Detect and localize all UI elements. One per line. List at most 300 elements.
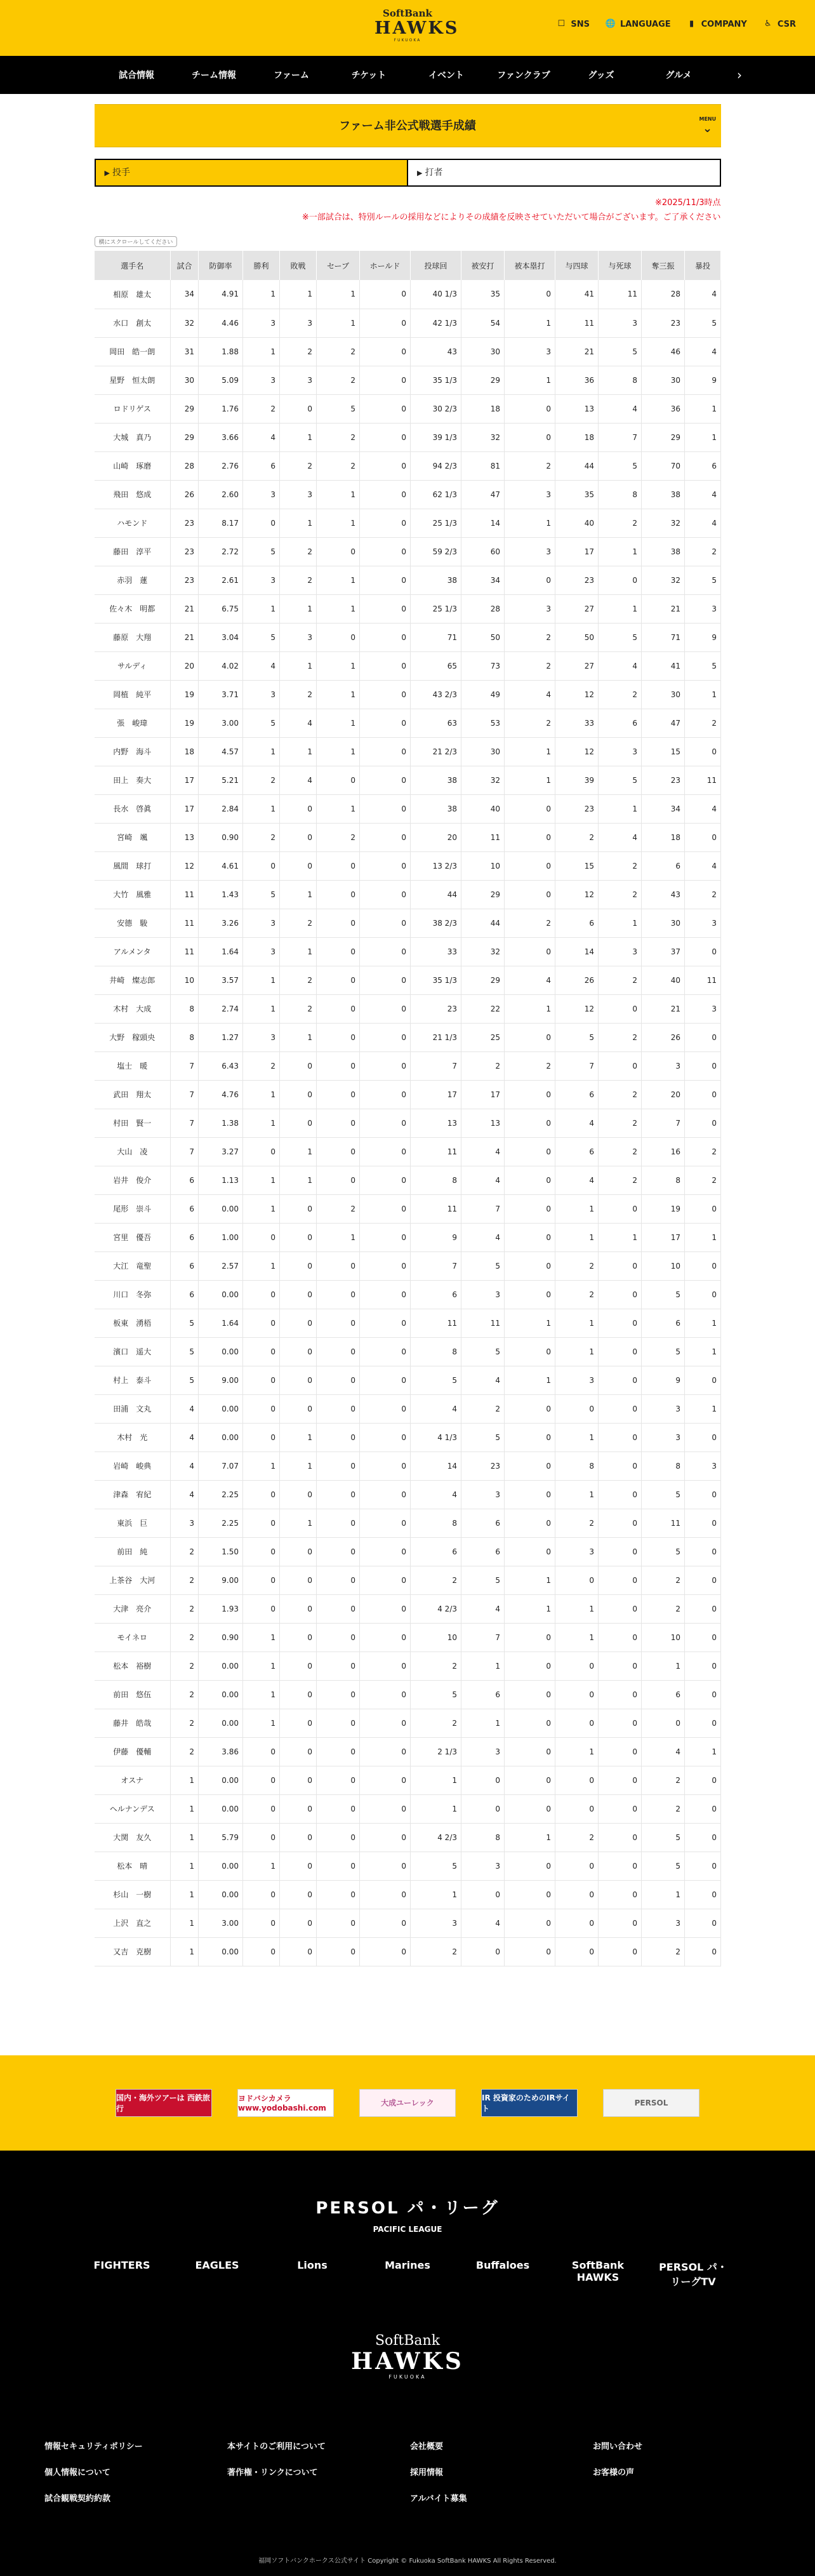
stat-cell: 0 <box>360 1337 411 1366</box>
sns-icon: ☐ <box>557 19 566 29</box>
header-link-company[interactable] <box>686 19 747 29</box>
stat-cell: 15 <box>555 851 599 880</box>
stat-cell: 13 <box>555 394 599 423</box>
stat-cell: 2 <box>461 1394 505 1423</box>
stat-cell: 0 <box>360 509 411 537</box>
stat-cell: 0 <box>685 1852 721 1880</box>
stat-cell: 6 <box>461 1680 505 1709</box>
stat-cell: 0 <box>360 366 411 394</box>
stat-cell: 1 <box>505 737 555 766</box>
tab-batter[interactable] <box>408 159 721 187</box>
stat-cell: 38 <box>642 537 685 566</box>
stat-cell: 1 <box>280 651 317 680</box>
stat-cell: 0 <box>599 1051 642 1080</box>
stat-cell: 3 <box>685 909 721 937</box>
stat-cell: 0 <box>360 1080 411 1109</box>
table-row <box>95 1109 721 1137</box>
stat-cell: 71 <box>642 623 685 651</box>
stat-cell: 6 <box>171 1194 199 1223</box>
stat-cell: 4 <box>461 1166 505 1194</box>
stat-cell: 3 <box>243 480 280 509</box>
stat-cell: 44 <box>411 880 461 909</box>
stat-cell: 34 <box>461 566 505 594</box>
team-logo-eagles[interactable]: EAGLES <box>195 2259 239 2271</box>
stat-cell: 16 <box>642 1137 685 1166</box>
player-name: 伊藤 優輔 <box>113 1747 152 1756</box>
stat-cell: 5 <box>642 1852 685 1880</box>
nav-item-fanclub[interactable]: ファンクラブ <box>497 70 550 81</box>
stat-cell: 6 <box>461 1509 505 1537</box>
stat-cell: 6 <box>461 1537 505 1566</box>
stat-cell: 0 <box>280 1223 317 1251</box>
stat-cell: 1 <box>171 1909 199 1937</box>
stat-cell: 0 <box>280 1366 317 1394</box>
stat-cell: 5 <box>461 1566 505 1594</box>
stat-cell: 0.00 <box>199 1194 243 1223</box>
table-row <box>95 1080 721 1109</box>
chevron-right-icon[interactable]: › <box>737 67 742 83</box>
stat-cell: 32 <box>461 766 505 794</box>
player-name: オスナ <box>121 1776 144 1785</box>
player-name: 松本 晴 <box>117 1862 148 1871</box>
stat-cell: 0 <box>243 1509 280 1537</box>
stat-cell: 31 <box>171 337 199 366</box>
tab-label: 投手 <box>112 168 130 178</box>
stat-cell: 1 <box>243 280 280 309</box>
stat-cell: 11 <box>555 309 599 337</box>
stat-cell: 0 <box>360 1280 411 1309</box>
stat-cell: 0 <box>280 1051 317 1080</box>
stat-cell: 3 <box>505 337 555 366</box>
player-name-cell <box>95 623 171 651</box>
table-row <box>95 737 721 766</box>
player-name: 上茶谷 大河 <box>109 1576 156 1585</box>
stat-cell: 2.25 <box>199 1480 243 1509</box>
footer-link-recruit[interactable]: 採用情報 <box>410 2467 444 2478</box>
stat-cell: 5 <box>642 1537 685 1566</box>
hawks-logo[interactable] <box>374 8 460 48</box>
stat-cell: 2 <box>317 337 360 366</box>
stat-cell: 0 <box>317 1509 360 1537</box>
stat-cell: 0 <box>599 1509 642 1537</box>
stat-cell: 2 <box>280 537 317 566</box>
stat-cell: 38 2/3 <box>411 909 461 937</box>
stat-cell: 2 <box>599 509 642 537</box>
stat-cell: 0 <box>360 480 411 509</box>
stat-cell: 0 <box>599 1537 642 1566</box>
stat-cell: 0 <box>317 1852 360 1880</box>
stat-cell: 2 <box>599 1023 642 1051</box>
stat-cell: 0 <box>505 1337 555 1366</box>
player-name: 大津 亮介 <box>113 1605 152 1613</box>
stat-cell: 0 <box>317 537 360 566</box>
player-name: 川口 冬弥 <box>113 1290 152 1299</box>
footer-link-company[interactable]: 会社概要 <box>410 2441 444 2452</box>
table-row <box>95 1337 721 1366</box>
stat-cell: 0 <box>317 966 360 994</box>
player-name-cell <box>95 1366 171 1394</box>
player-name: 佐々木 明都 <box>109 604 156 613</box>
stat-cell: 21 2/3 <box>411 737 461 766</box>
stat-cell: 3.57 <box>199 966 243 994</box>
stat-cell: 26 <box>555 966 599 994</box>
stat-cell: 8 <box>171 1023 199 1051</box>
team-logo-pacific-tv[interactable]: PERSOL パ・リーグTV <box>659 2260 727 2288</box>
rule-note: ※一部試合は、特別ルールの採用などによりその成績を反映させていただいて場合がございます。ご了承ください <box>301 213 721 222</box>
player-name-cell <box>95 1137 171 1166</box>
stat-cell: 18 <box>461 394 505 423</box>
stat-cell: 0 <box>685 1251 721 1280</box>
stat-cell: 42 1/3 <box>411 309 461 337</box>
stat-cell: 5.09 <box>199 366 243 394</box>
stat-cell: 0 <box>685 1080 721 1109</box>
stat-cell: 7 <box>411 1251 461 1280</box>
stat-cell: 11 <box>411 1137 461 1166</box>
pitcher-stats-table <box>95 251 722 1966</box>
stat-cell: 0 <box>317 994 360 1023</box>
stat-cell: 44 <box>461 909 505 937</box>
footer-logo-top: SoftBank <box>374 2332 441 2349</box>
player-name: ヘルナンデス <box>109 1805 155 1813</box>
stat-cell: 2 <box>685 709 721 737</box>
stat-cell: 6 <box>171 1280 199 1309</box>
table-row <box>95 1509 721 1537</box>
stat-cell: 25 <box>461 1023 505 1051</box>
stat-cell: 3 <box>599 937 642 966</box>
stat-cell: 0 <box>599 1680 642 1709</box>
stat-cell: 4 <box>555 1109 599 1137</box>
stat-cell: 65 <box>411 651 461 680</box>
stat-cell: 0 <box>599 1423 642 1452</box>
footer-link-copyright[interactable]: 著作権・リンクについて <box>227 2467 318 2478</box>
team-logo-marines[interactable]: Marines <box>385 2259 430 2271</box>
table-row <box>95 1251 721 1280</box>
stat-cell: 30 <box>642 680 685 709</box>
stat-cell: 0 <box>360 1680 411 1709</box>
header-link-csr[interactable] <box>762 19 796 29</box>
stat-cell: 2 <box>685 1166 721 1194</box>
footer-link-contract[interactable]: 試合観戦契約約款 <box>44 2493 111 2504</box>
stat-cell: 3 <box>642 1909 685 1937</box>
stat-cell: 0 <box>505 823 555 851</box>
stat-cell: 6 <box>555 909 599 937</box>
stat-cell: 0 <box>317 1652 360 1680</box>
nav-item-farm[interactable]: ファーム <box>274 70 309 81</box>
stat-cell: 2 <box>599 880 642 909</box>
stat-cell: 0 <box>360 1452 411 1480</box>
stat-cell: 5 <box>599 623 642 651</box>
stat-cell: 0 <box>317 1280 360 1309</box>
stat-cell: 6 <box>411 1280 461 1309</box>
stat-cell: 0 <box>360 737 411 766</box>
footer-hawks-logo[interactable] <box>0 2333 815 2380</box>
footer-logo-sub: FUKUOKA <box>388 2373 427 2380</box>
player-name-cell <box>95 537 171 566</box>
stat-cell: 29 <box>171 423 199 451</box>
stat-cell: 3 <box>280 480 317 509</box>
stat-cell: 0 <box>280 1680 317 1709</box>
table-row <box>95 1909 721 1937</box>
stat-cell: 21 <box>642 594 685 623</box>
stat-cell: 1 <box>317 309 360 337</box>
stat-cell: 1.93 <box>199 1594 243 1623</box>
header-link-label: COMPANY <box>701 19 747 29</box>
stat-cell: 1 <box>171 1937 199 1966</box>
stat-cell: 0 <box>599 566 642 594</box>
stat-cell: 7 <box>555 1051 599 1080</box>
sponsor-yodobashi-camera[interactable]: ヨドバシカメラ www.yodobashi.com <box>237 2089 334 2117</box>
stat-cell: 94 2/3 <box>411 451 461 480</box>
stat-cell: 2.61 <box>199 566 243 594</box>
table-row <box>95 1194 721 1223</box>
stat-cell: 1 <box>280 509 317 537</box>
stat-cell: 0 <box>555 1880 599 1909</box>
table-row <box>95 909 721 937</box>
nav-item-games[interactable]: 試合情報 <box>119 70 154 81</box>
stat-cell: 17 <box>171 794 199 823</box>
stat-cell: 0 <box>360 909 411 937</box>
stat-cell: 0 <box>505 1109 555 1137</box>
stat-cell: 6 <box>642 1309 685 1337</box>
stat-cell: 0 <box>505 566 555 594</box>
stat-cell: 6 <box>555 1137 599 1166</box>
sponsor-taisei-yurekku[interactable]: 大成ユーレック <box>359 2089 456 2117</box>
tab-pitcher[interactable] <box>95 159 409 187</box>
player-name: 岩崎 峻典 <box>113 1462 152 1471</box>
footer-link-privacy[interactable]: 個人情報について <box>44 2467 110 2478</box>
stat-cell: 2 <box>171 1594 199 1623</box>
stat-cell: 7 <box>171 1109 199 1137</box>
stat-cell: 1 <box>411 1794 461 1823</box>
stat-cell: 0 <box>243 1423 280 1452</box>
stat-cell: 2 <box>171 1680 199 1709</box>
stat-cell: 2 <box>171 1566 199 1594</box>
stat-cell: 0 <box>685 1709 721 1737</box>
stat-cell: 0 <box>360 851 411 880</box>
stat-cell: 2.25 <box>199 1509 243 1537</box>
stat-cell: 0.00 <box>199 1652 243 1680</box>
player-name: 山崎 琢磨 <box>113 462 152 470</box>
player-name-cell <box>95 594 171 623</box>
stat-cell: 41 <box>642 651 685 680</box>
stat-cell: 1 <box>243 1709 280 1737</box>
sponsor-nishitetsu-travel[interactable]: 国内・海外ツアーは 西鉄旅行 <box>116 2089 212 2117</box>
stat-cell: 27 <box>555 594 599 623</box>
stat-cell: 0 <box>505 1137 555 1166</box>
stat-cell: 81 <box>461 451 505 480</box>
stat-cell: 1 <box>505 1823 555 1852</box>
team-logo-buffaloes[interactable]: Buffaloes <box>475 2259 530 2271</box>
stat-cell: 0 <box>317 1909 360 1937</box>
team-logo-lions[interactable]: Lions <box>297 2259 328 2271</box>
stat-cell: 23 <box>461 1452 505 1480</box>
player-name-cell <box>95 851 171 880</box>
stat-cell: 2.74 <box>199 994 243 1023</box>
stat-cell: 0 <box>505 280 555 309</box>
table-row <box>95 594 721 623</box>
stat-cell: 0 <box>360 709 411 737</box>
stat-cell: 0 <box>461 1766 505 1794</box>
stat-cell: 21 <box>171 623 199 651</box>
stat-cell: 1 <box>599 794 642 823</box>
stat-cell: 0 <box>599 1794 642 1823</box>
stat-cell: 6 <box>171 1223 199 1251</box>
player-name-cell <box>95 709 171 737</box>
stat-cell: 20 <box>411 823 461 851</box>
stat-cell: 4 <box>461 1366 505 1394</box>
stat-cell: 35 <box>555 480 599 509</box>
stat-cell: 0 <box>360 1794 411 1823</box>
stat-cell: 2 <box>171 1537 199 1566</box>
player-name-cell <box>95 1423 171 1452</box>
stat-cell: 0 <box>505 1194 555 1223</box>
stat-cell: 0 <box>360 1480 411 1509</box>
stat-cell: 1 <box>243 994 280 1023</box>
header-link-label: LANGUAGE <box>620 19 671 29</box>
stat-cell: 3 <box>505 480 555 509</box>
persol-pacific-league-logo[interactable]: PERSOL パ・リーグ <box>315 2198 500 2218</box>
footer-link-contact[interactable]: お問い合わせ <box>593 2441 643 2452</box>
nav-item-team[interactable]: チーム情報 <box>192 70 236 81</box>
global-nav <box>0 56 815 94</box>
stat-cell: 40 <box>461 794 505 823</box>
stat-cell: 32 <box>461 937 505 966</box>
stat-cell: 0 <box>280 1194 317 1223</box>
header-link-sns[interactable] <box>555 19 590 29</box>
footer-link-parttime[interactable]: アルバイト募集 <box>410 2493 467 2504</box>
table-row <box>95 1280 721 1309</box>
stat-cell: 0 <box>599 1251 642 1280</box>
table-row <box>95 480 721 509</box>
team-logo-fighters[interactable]: FIGHTERS <box>93 2259 150 2271</box>
column-header: ホールド <box>360 251 411 280</box>
stat-cell: 0 <box>505 851 555 880</box>
stat-cell: 1 <box>243 337 280 366</box>
main-content <box>95 104 721 1992</box>
stat-cell: 9 <box>411 1223 461 1251</box>
table-row <box>95 1594 721 1623</box>
stat-cell: 4 <box>171 1394 199 1423</box>
footer-link-terms[interactable]: 本サイトのご利用について <box>227 2441 326 2452</box>
stat-cell: 32 <box>461 423 505 451</box>
stat-cell: 1 <box>171 1852 199 1880</box>
stat-cell: 1 <box>280 880 317 909</box>
stat-cell: 30 <box>642 909 685 937</box>
player-name: 津森 宥紀 <box>113 1490 152 1499</box>
player-name: 内野 海斗 <box>113 747 152 756</box>
stat-cell: 0 <box>243 1909 280 1937</box>
nav-item-goods[interactable]: グッズ <box>588 70 614 81</box>
stat-cell: 0 <box>317 1166 360 1194</box>
stat-cell: 0 <box>599 1280 642 1309</box>
stat-cell: 36 <box>555 366 599 394</box>
stat-cell: 5 <box>171 1366 199 1394</box>
stat-cell: 0 <box>243 1737 280 1766</box>
stat-cell: 4 <box>599 394 642 423</box>
team-logo-hawks[interactable]: SoftBank HAWKS <box>571 2259 625 2283</box>
stat-cell: 1 <box>280 1423 317 1452</box>
stat-cell: 29 <box>461 966 505 994</box>
table-row <box>95 823 721 851</box>
stat-cell: 2 <box>685 537 721 566</box>
stat-cell: 11 <box>461 1309 505 1337</box>
stat-cell: 0 <box>505 1680 555 1709</box>
stat-cell: 0 <box>360 1509 411 1537</box>
stat-cell: 4 <box>685 851 721 880</box>
sponsor-persol[interactable]: PERSOL <box>603 2089 699 2117</box>
stat-cell: 1 <box>243 1623 280 1652</box>
nav-item-gourmet[interactable]: グルメ <box>665 70 692 81</box>
table-row <box>95 1023 721 1051</box>
stat-cell: 23 <box>555 566 599 594</box>
nav-item-tickets[interactable]: チケット <box>351 70 387 81</box>
menu-button[interactable] <box>699 116 716 135</box>
stat-cell: 1 <box>317 566 360 594</box>
stat-cell: 34 <box>171 280 199 309</box>
stat-cell: 4 <box>280 709 317 737</box>
stat-cell: 5 <box>685 651 721 680</box>
stat-cell: 0 <box>505 1652 555 1680</box>
footer-link-security[interactable]: 情報セキュリティポリシー <box>44 2441 143 2452</box>
stat-cell: 0 <box>243 1223 280 1251</box>
stat-cell: 3 <box>461 1737 505 1766</box>
stat-cell: 29 <box>461 880 505 909</box>
stat-cell: 0 <box>461 1937 505 1966</box>
stat-cell: 0 <box>243 1880 280 1909</box>
stat-cell: 0 <box>360 537 411 566</box>
table-row <box>95 966 721 994</box>
sponsor-ir-site[interactable]: IR 投資家のためのIRサイト <box>481 2089 578 2117</box>
stat-cell: 41 <box>555 280 599 309</box>
nav-item-events[interactable]: イベント <box>428 70 464 81</box>
stat-cell: 8 <box>599 366 642 394</box>
stat-cell: 0 <box>317 1394 360 1423</box>
player-name: 飛田 悠成 <box>113 490 152 499</box>
stat-cell: 1 <box>555 1594 599 1623</box>
player-name-cell <box>95 1737 171 1766</box>
stat-cell: 0 <box>360 1109 411 1137</box>
stat-cell: 0 <box>360 1880 411 1909</box>
stat-cell: 30 <box>171 366 199 394</box>
stat-cell: 0.00 <box>199 1852 243 1880</box>
stat-cell: 2 <box>505 451 555 480</box>
stat-cell: 1 <box>599 537 642 566</box>
player-name-cell <box>95 1709 171 1737</box>
player-name-cell <box>95 1509 171 1537</box>
column-header: 勝利 <box>243 251 280 280</box>
footer-link-voice[interactable]: お客様の声 <box>593 2467 635 2478</box>
header-link-language[interactable] <box>605 19 671 29</box>
stat-cell: 2 <box>599 966 642 994</box>
stat-cell: 0 <box>505 1509 555 1537</box>
stat-cell: 3 <box>685 994 721 1023</box>
stat-cell: 35 1/3 <box>411 966 461 994</box>
stat-cell: 1 <box>243 1194 280 1223</box>
stat-cell: 3 <box>505 537 555 566</box>
stat-cell: 10 <box>642 1623 685 1652</box>
stat-cell: 3 <box>280 309 317 337</box>
stat-cell: 23 <box>171 537 199 566</box>
player-name: 安德 駿 <box>117 919 148 928</box>
stat-cell: 6 <box>171 1251 199 1280</box>
stat-cell: 0 <box>243 1366 280 1394</box>
stat-cell: 20 <box>171 651 199 680</box>
table-row <box>95 680 721 709</box>
stat-cell: 0 <box>317 1452 360 1480</box>
player-name: 板東 湧梧 <box>113 1319 152 1328</box>
stat-cell: 2 <box>599 851 642 880</box>
stat-cell: 14 <box>411 1452 461 1480</box>
